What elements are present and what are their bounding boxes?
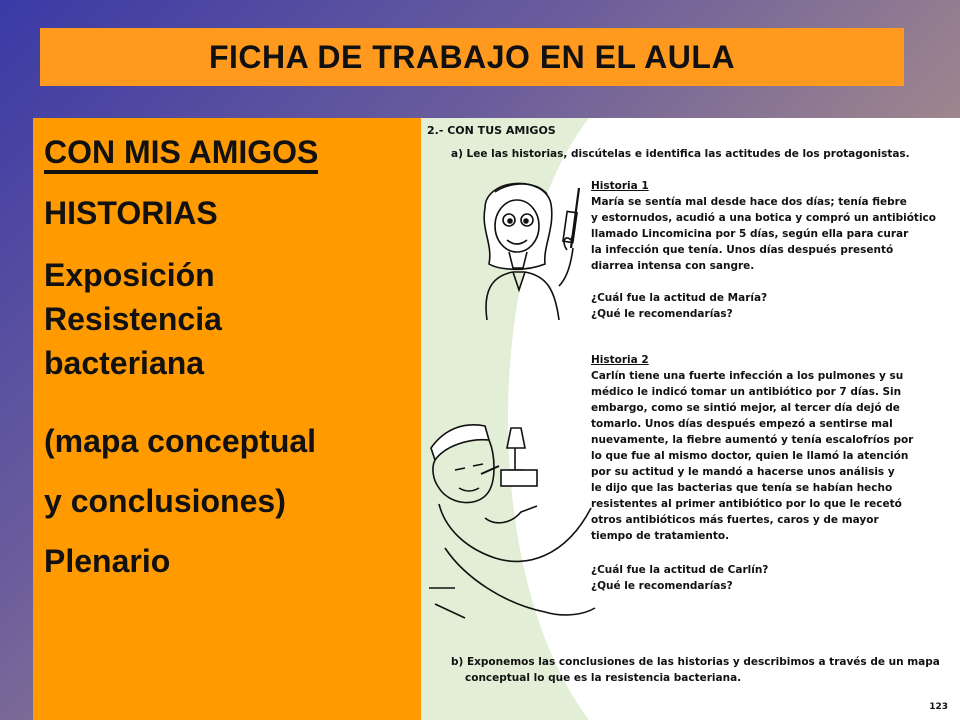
worksheet-section-title: 2.- CON TUS AMIGOS [427,124,556,137]
historia-2-line: lo que fue al mismo doctor, quien le llamó la atención [591,450,909,462]
historia-1-line: diarrea intensa con sangre. [591,260,755,272]
worksheet-instruction-b: b) Exponemos las conclusiones de las historias y describimos a través de un mapa [451,656,940,668]
historia-2-line: médico le indicó tomar un antibiótico por 7 días. Sin [591,386,902,398]
historia-2-line: resistentes al primer antibiótico por lo que le recetó [591,498,902,510]
panel-item-exposicion: Exposición [44,257,215,293]
patient-in-bed-illustration [425,408,597,628]
historia-1-line: la infección que tenía. Unos días después presentó [591,244,894,256]
slide-title: FICHA DE TRABAJO EN EL AULA [208,38,736,75]
panel-item-mapa-conceptual: (mapa conceptual [44,423,317,459]
panel-item-plenario: Plenario [44,543,171,579]
historia-2-line: Carlín tiene una fuerte infección a los pulmones y su [591,370,904,382]
historia-2-question: ¿Qué le recomendarías? [591,580,733,592]
historia-1-heading: Historia 1 [591,180,649,192]
panel-item-resistencia: Resistencia [44,301,222,337]
historia-2-line: tomarlo. Unos días después empezó a sentirse mal [591,418,893,430]
historia-2-heading: Historia 2 [591,354,649,366]
historia-1-line: y estornudos, acudió a una botica y compró un antibiótico [591,212,936,224]
panel-item-con-mis-amigos: CON MIS AMIGOS [44,134,318,174]
historia-2-line: por su actitud y le mandó a hacerse unos análisis y [591,466,895,478]
historia-2-line: otros antibióticos más fuertes, caros y de mayor [591,514,879,526]
historia-1-question: ¿Qué le recomendarías? [591,308,733,320]
worksheet-instruction-a: a) Lee las historias, discútelas e identifica las actitudes de los protagonistas. [451,148,910,160]
worksheet-instruction-b: conceptual lo que es la resistencia bacteriana. [465,672,742,684]
historia-1-line: llamado Lincomicina por 5 días, según ella para curar [591,228,909,240]
title-bar [40,28,904,86]
historia-2-line: le dijo que las bacterias que tenía se habían hecho [591,482,893,494]
left-panel [33,118,421,720]
historia-2-line: embargo, como se sintió mejor, al tercer día dejó de [591,402,900,414]
historia-2-line: nuevamente, la fiebre aumentó y tenía escalofríos por [591,434,914,446]
panel-item-historias: HISTORIAS [44,195,218,231]
historia-1-question: ¿Cuál fue la actitud de María? [591,292,768,304]
historia-2-line: tiempo de tratamiento. [591,530,730,542]
panel-item-conclusiones: y conclusiones) [44,483,286,519]
nurse-illustration [455,168,595,320]
historia-2-question: ¿Cuál fue la actitud de Carlín? [591,564,769,576]
historia-1-line: María se sentía mal desde hace dos días; tenía fiebre [591,196,907,208]
panel-item-bacteriana: bacteriana [44,345,205,381]
page-number: 123 [929,702,948,712]
worksheet-image [421,118,960,720]
